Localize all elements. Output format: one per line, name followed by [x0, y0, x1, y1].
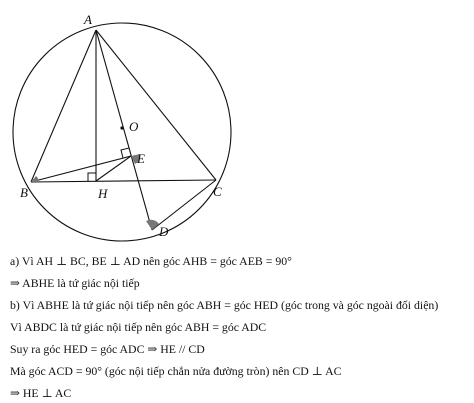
circumcircle [13, 23, 231, 241]
label-d: D [159, 224, 169, 239]
solution-line-a: a) Vì AH ⊥ BC, BE ⊥ AD nên góc AHB = góc AEB = 90° [10, 254, 292, 268]
segment-ac [96, 30, 216, 180]
solution-line-conclusion-a: ⇒ ABHE là tứ giác nội tiếp [10, 276, 140, 290]
segment-ab [31, 30, 96, 182]
label-c: C [213, 184, 222, 199]
solution-line-final: ⇒ HE ⊥ AC [10, 386, 72, 400]
solution-line-b: b) Vì ABHE là tứ giác nội tiếp nên góc ABH = góc HED (góc trong và góc ngoài đối diện) [10, 298, 439, 312]
segment-he [96, 156, 131, 181]
label-o: O [129, 119, 139, 134]
segment-be [31, 156, 131, 182]
label-b: B [20, 185, 28, 200]
segment-bc [31, 180, 216, 182]
solution-line-cyclic: Vì ABDC là tứ giác nội tiếp nên góc ABH = góc ADC [10, 320, 267, 334]
angle-mark-d [146, 220, 159, 230]
solution-line-perpendicular: Mà góc ACD = 90° (góc nội tiếp chắn nửa đường tròn) nên CD ⊥ AC [10, 364, 342, 378]
label-a: A [84, 12, 92, 27]
segment-cd [152, 180, 216, 230]
label-e: E [137, 151, 145, 166]
label-h: H [98, 186, 108, 201]
right-angle-h [88, 173, 96, 181]
center-point-o [120, 126, 123, 129]
solution-line-parallel: Suy ra góc HED = góc ADC ⇒ HE // CD [10, 342, 205, 356]
